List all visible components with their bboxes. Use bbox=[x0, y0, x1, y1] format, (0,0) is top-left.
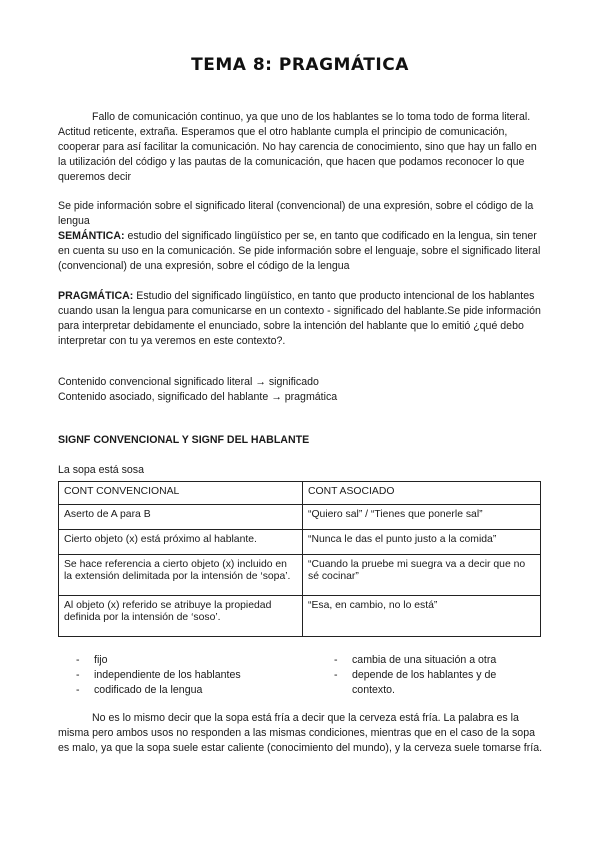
table-row bbox=[59, 505, 541, 530]
example-caption: La sopa está sosa bbox=[58, 464, 144, 476]
list-left bbox=[76, 653, 296, 698]
semantica-text: estudio del significado lingüístico per se, en tanto que codificado en la lengua, sin tener en cuenta su uso en la comunicación. Se pide información sobre el lenguaje, sobre el significado literal (convencional) de una expresión, sobre el código de la lengua bbox=[58, 230, 541, 272]
table-header-cell: CONT ASOCIADO bbox=[303, 482, 541, 505]
list-item: - codificado de la lengua bbox=[76, 683, 296, 698]
table-row bbox=[59, 530, 541, 555]
list-item: - independiente de los hablantes bbox=[76, 668, 296, 683]
contenido-lines bbox=[58, 375, 544, 405]
closing-paragraph: No es lo mismo decir que la sopa está fría a decir que la cerveza está fría. La palabra es la misma pero ambos usos no responden a las mismas condiciones, mientras que en el caso de la sopa es malo, ya que la sopa suele estar caliente (conocimiento del mundo), y la cerveza suele tomarse fría. bbox=[58, 712, 543, 754]
table-cell: Aserto de A para B bbox=[59, 505, 303, 530]
table-cell: Al objeto (x) referido se atribuye la propiedad definida por la intensión de ‘soso’. bbox=[59, 596, 303, 637]
section-heading: SIGNF CONVENCIONAL Y SIGNF DEL HABLANTE bbox=[58, 434, 310, 446]
table-cell: “Nunca le das el punto justo a la comida” bbox=[303, 530, 541, 555]
pragmatica-label: PRAGMÁTICA: bbox=[58, 290, 134, 302]
table-cell: Cierto objeto (x) está próximo al hablante. bbox=[59, 530, 303, 555]
pragmatica-text: Estudio del significado lingüístico, en tanto que producto intencional de los hablantes cuando usan la lengua para comunicarse en un contexto - significado del hablante.Se pide información para interpretar debidamente el enunciado, sobre la intención del hablante que lo emitió ¿qué debo interpretar con tu ya veremos en este contexto?. bbox=[58, 290, 541, 347]
comparison-table bbox=[58, 481, 541, 637]
list-right bbox=[334, 653, 524, 698]
table-cell: “Esa, en cambio, no lo está” bbox=[303, 596, 541, 637]
table-row bbox=[59, 596, 541, 637]
list-item: - fijo bbox=[76, 653, 296, 668]
table-header-row bbox=[59, 482, 541, 505]
list-item: - cambia de una situación a otra bbox=[334, 653, 524, 668]
contenido-line: Contenido convencional significado literal → significado bbox=[58, 376, 319, 388]
list-item: - depende de los hablantes y de contexto. bbox=[334, 668, 524, 698]
table-header-cell: CONT CONVENCIONAL bbox=[59, 482, 303, 505]
contenido-line: Contenido asociado, significado del hablante → pragmática bbox=[58, 391, 338, 403]
table-cell: “Quiero sal” / “Tienes que ponerle sal” bbox=[303, 505, 541, 530]
semantica-paragraph bbox=[58, 229, 544, 274]
semantica-label: SEMÁNTICA: bbox=[58, 230, 125, 242]
table-cell: Se hace referencia a cierto objeto (x) incluido en la extensión delimitada por la intensión de ‘sopa’. bbox=[59, 555, 303, 596]
table-row bbox=[59, 555, 541, 596]
table-cell: “Cuando la pruebe mi suegra va a decir que no sé cocinar” bbox=[303, 555, 541, 596]
page-title: TEMA 8: PRAGMÁTICA bbox=[191, 55, 409, 75]
pragmatica-paragraph bbox=[58, 289, 544, 349]
info-paragraph: Se pide información sobre el significado literal (convencional) de una expresión, sobre el código de la lengua bbox=[58, 200, 534, 227]
intro-paragraph: Fallo de comunicación continuo, ya que uno de los hablantes se lo toma todo de forma literal. Actitud reticente, extraña. Esperamos que el otro hablante cumpla el principio de comunicación, cooperar para así facilitar la comunicación. No hay carencia de conocimiento, sino que hay un fallo en la utilización del código y las pautas de la comunicación, que hacen que podamos reconocer lo que queremos decir bbox=[58, 111, 537, 183]
